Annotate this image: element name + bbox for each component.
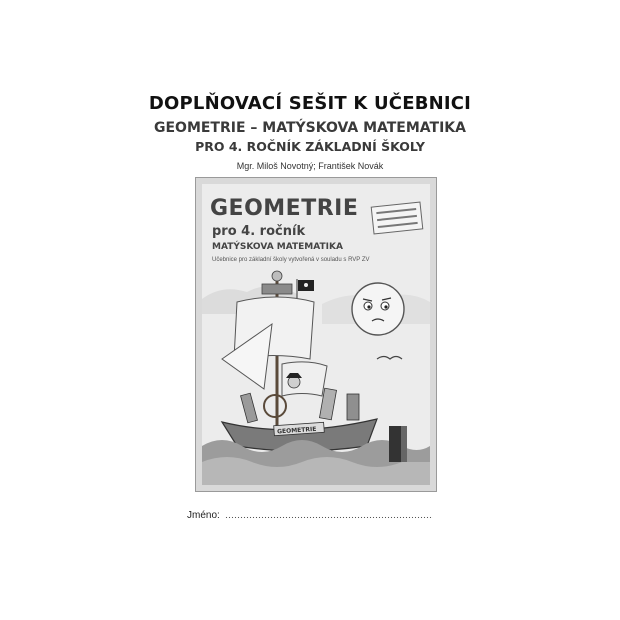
name-dotted-line[interactable]	[225, 510, 433, 518]
cover-background	[202, 184, 430, 485]
cover-subtitle: Učebnice pro základní školy vytvořená v souladu s RVP ZV	[212, 257, 370, 263]
ship-label: GEOMETRIE	[276, 425, 317, 436]
authors: Mgr. Miloš Novotný; František Novák	[236, 161, 384, 171]
page-subtitle: GEOMETRIE – MATÝSKOVA MATEMATIKA	[153, 120, 466, 136]
cover-title: GEOMETRIE	[210, 196, 359, 221]
publisher-logo	[389, 426, 407, 462]
name-field[interactable]	[187, 510, 433, 521]
cover-grade: pro 4. ročník	[212, 224, 306, 239]
moon-face-icon	[352, 283, 404, 335]
name-label: Jméno:	[187, 510, 220, 521]
cover-series: MATÝSKOVA MATEMATIKA	[212, 242, 343, 252]
approval-stamp	[371, 201, 424, 234]
grade-line: PRO 4. ROČNÍK ZÁKLADNÍ ŠKOLY	[195, 139, 425, 154]
textbook-cover-image	[195, 177, 437, 492]
page-title: DOPLŇOVACÍ SEŠIT K UČEBNICI	[148, 93, 472, 114]
